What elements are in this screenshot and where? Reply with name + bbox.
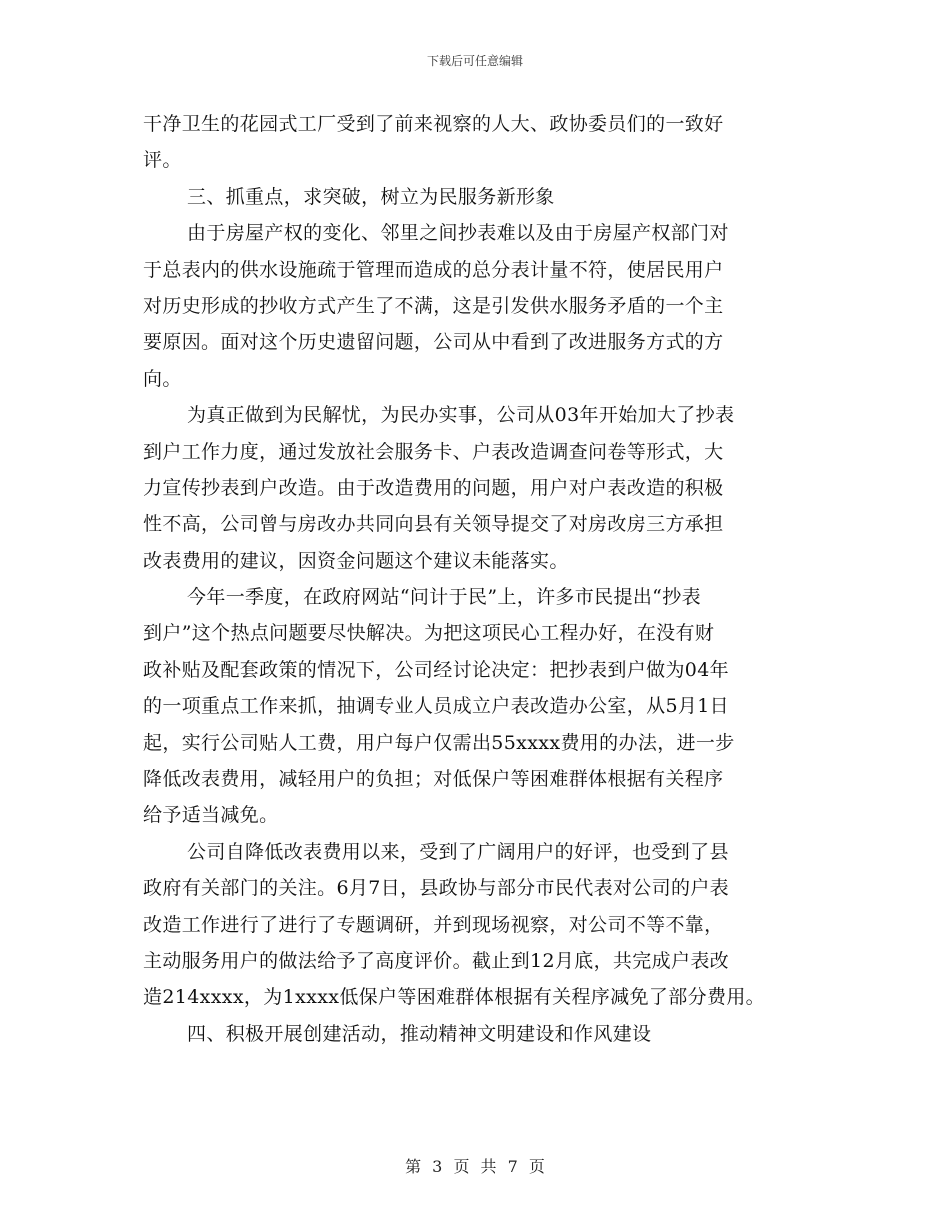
section-heading: 三、抓重点，求突破，树立为民服务新形象 [187, 185, 555, 208]
paragraph-line: 给予适当减免。 [143, 804, 279, 827]
page-header-note: 下载后可任意编辑 [426, 54, 523, 68]
paragraph-line: 改造工作进行了进行了专题调研，并到现场视察，对公司不等不靠， [143, 913, 724, 936]
paragraph-line: 评。 [143, 149, 182, 172]
paragraph-line: 公司自降低改表费用以来，受到了广阔用户的好评，也受到了县 [187, 840, 729, 863]
paragraph-line: 政府有关部门的关注。6月7日，县政协与部分市民代表对公司的户表 [143, 877, 730, 900]
paragraph-line: 今年一季度，在政府网站“问计于民”上，许多市民提出“抄表 [187, 586, 701, 609]
paragraph-line: 性不高，公司曾与房改办共同向县有关领导提交了对房改房三方承担 [143, 513, 724, 536]
paragraph-line: 向。 [143, 367, 182, 390]
paragraph-line: 造214xxxx，为1xxxx低保户等困难群体根据有关程序减免了部分费用。 [143, 986, 766, 1009]
page-number: 第 3 页 共 7 页 [405, 1157, 545, 1176]
section-heading: 四、积极开展创建活动，推动精神文明建设和作风建设 [187, 1022, 652, 1045]
paragraph-line: 对历史形成的抄收方式产生了不满，这是引发供水服务矛盾的一个主 [143, 294, 724, 317]
paragraph-line: 为真正做到为民解忧，为民办实事，公司从03年开始加大了抄表 [187, 404, 735, 427]
paragraph-line: 改表费用的建议，因资金问题这个建议未能落实。 [143, 549, 569, 572]
paragraph-line: 要原因。面对这个历史遗留问题，公司从中看到了改进服务方式的方 [143, 331, 724, 354]
paragraph-line: 到户工作力度，通过发放社会服务卡、户表改造调查问卷等形式，大 [143, 440, 724, 463]
paragraph-line: 由于房屋产权的变化、邻里之间抄表难以及由于房屋产权部门对 [187, 222, 729, 245]
paragraph-line: 到户”这个热点问题要尽快解决。为把这项民心工程办好，在没有财 [143, 622, 715, 645]
paragraph-line: 干净卫生的花园式工厂受到了前来视察的人大、政协委员们的一致好 [143, 113, 724, 135]
paragraph-line: 主动服务用户的做法给予了高度评价。截止到12月底，共完成户表改 [143, 949, 730, 972]
document-body [143, 106, 823, 1052]
paragraph-line: 力宣传抄表到户改造。由于改造费用的问题，用户对户表改造的积极 [143, 476, 724, 499]
paragraph-line: 起，实行公司贴人工费，用户每户仅需出55xxxx费用的办法，进一步 [143, 731, 735, 754]
paragraph-line: 的一项重点工作来抓，抽调专业人员成立户表改造办公室，从5月1日 [143, 695, 730, 718]
paragraph-line: 降低改表费用，减轻用户的负担；对低保户等困难群体根据有关程序 [143, 768, 724, 791]
paragraph-line: 政补贴及配套政策的情况下，公司经讨论决定：把抄表到户做为04年 [143, 658, 730, 681]
paragraph-line: 于总表内的供水设施疏于管理而造成的总分表计量不符，使居民用户 [143, 258, 724, 281]
